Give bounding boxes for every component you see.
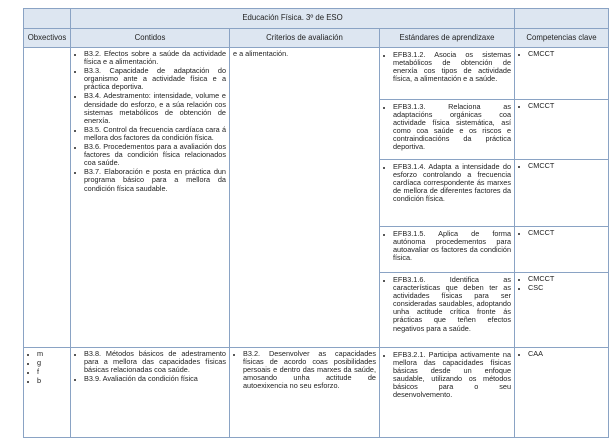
- standard-cell: [380, 348, 515, 438]
- contidos-cell-1: [71, 48, 230, 348]
- competencia-item: • CMCCT: [528, 102, 605, 110]
- standard-cell: [380, 100, 515, 160]
- obxectivo-item: • g: [37, 359, 67, 367]
- criterio-cell-2: [230, 348, 380, 438]
- competencias-cell: [515, 160, 609, 227]
- obxectivo-item: • b: [37, 377, 67, 385]
- contido-item: • B3.2. Efectos sobre a saúde da actividade física e a alimentación.: [84, 50, 226, 66]
- standard-cell: [380, 227, 515, 273]
- obxectivo-item: • f: [37, 368, 67, 376]
- standard-item: • EFB3.1.2. Asocia os sistemas metabólicos de obtención de enerxía cos tipos de actividade física, a alimentación e a saúde.: [393, 51, 511, 83]
- contido-item: • B3.8. Métodos básicos de adestramento para a mellora das capacidades físicas básicas relacionadas coa saúde.: [84, 350, 226, 374]
- competencia-item: • CMCCT: [528, 50, 605, 58]
- contido-item: • B3.4. Adestramento: intensidade, volume e densidade do esforzo, e a súa relación cos sistemas metabólicos de obtención de enerxía.: [84, 92, 226, 124]
- standard-item: • EFB3.1.6. Identifica as características que deben ter as actividades físicas para ser consideradas saudables, adoptando unha actitude crítica fronte ás prácticas que teñen efectos negativos para a saúde.: [393, 276, 511, 333]
- contido-item: • B3.6. Procedementos para a avaliación dos factores da condición física relacionados coa saúde.: [84, 143, 226, 167]
- standard-item: • EFB3.1.3. Relaciona as adaptacións orgánicas coa actividade física sistemática, así como coa saúde e os riscos e contraindicacións da práctica deportiva.: [393, 103, 511, 152]
- criterio-item: • B3.2. Desenvolver as capacidades físicas de acordo coas posibilidades persoais e dentro das marxes da saúde, amosando unha actitude de autoexixencia no seu esforzo.: [243, 350, 376, 390]
- competencias-cell: [515, 227, 609, 273]
- standard-item: • EFB3.1.4. Adapta a intensidade do esforzo controlando a frecuencia cardíaca correspondente ás marxes de mellora de diferentes factores da condición física.: [393, 163, 511, 203]
- competencia-item: • CMCCT: [528, 229, 605, 237]
- competencias-cell: [515, 273, 609, 348]
- competencias-cell: [515, 348, 609, 438]
- competencia-item: • CMCCT: [528, 162, 605, 170]
- obxectivos-cell-2: [24, 348, 71, 438]
- contidos-cell-2: [71, 348, 230, 438]
- competencia-item: • CAA: [528, 350, 605, 358]
- criterio-cell-1: e a alimentación.: [230, 48, 380, 348]
- standard-item: • EFB3.1.5. Aplica de forma autónoma procedementos para autoavaliar os factores da condición física.: [393, 230, 511, 262]
- contido-item: • B3.7. Elaboración e posta en práctica dun programa básico para a mellora da condición física saudable.: [84, 168, 226, 192]
- column-header-contidos: Contidos: [71, 29, 230, 48]
- competencias-cell: [515, 100, 609, 160]
- competencia-item: • CMCCT: [528, 275, 605, 283]
- column-header-estandares: Estándares de aprendizaxe: [380, 29, 515, 48]
- competencias-cell: [515, 48, 609, 100]
- contido-item: • B3.3. Capacidade de adaptación do organismo ante a actividade física e a práctica deportiva.: [84, 67, 226, 91]
- obxectivos-cell-1: [24, 48, 71, 348]
- column-header-obxectivos: Obxectivos: [24, 29, 71, 48]
- obxectivo-item: • m: [37, 350, 67, 358]
- column-header-competencias: Competencias clave: [515, 29, 609, 48]
- standard-item: • EFB3.2.1. Participa activamente na mellora das capacidades físicas básicas desde un enfoque saudable, utilizando os métodos básicos para o seu desenvolvemento.: [393, 351, 511, 400]
- contido-item: • B3.5. Control da frecuencia cardíaca cara á mellora dos factores da condición física.: [84, 126, 226, 142]
- header-blank-cell-right: [515, 9, 609, 29]
- standard-cell: [380, 273, 515, 348]
- standard-cell: [380, 160, 515, 227]
- header-blank-cell: [24, 9, 71, 29]
- column-header-criterios: Criterios de avaliación: [230, 29, 380, 48]
- competencia-item: • CSC: [528, 284, 605, 292]
- standard-cell: [380, 48, 515, 100]
- curriculum-table: [23, 8, 609, 438]
- contido-item: • B3.9. Avaliación da condición física: [84, 375, 226, 383]
- table-title: Educación Física. 3º de ESO: [71, 9, 515, 29]
